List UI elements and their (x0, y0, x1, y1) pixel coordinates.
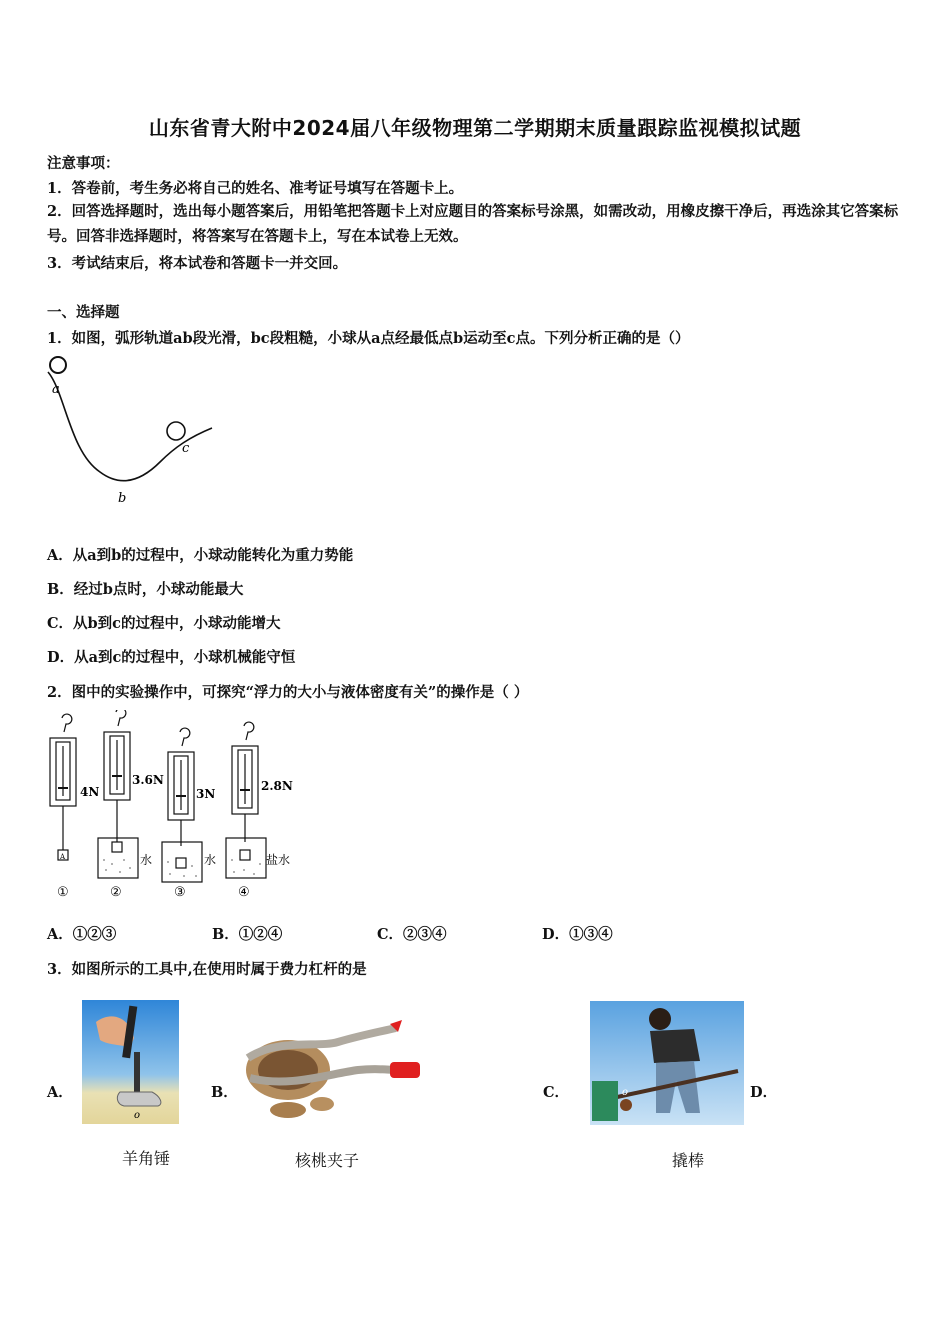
liquid-2: 水 (140, 853, 153, 867)
beaker-3-water (167, 861, 197, 877)
caption-nutcracker: 核桃夹子 (295, 1151, 360, 1170)
beaker-2-water (103, 859, 131, 873)
index-1: ① (57, 885, 69, 900)
question-3-stem: 3．如图所示的工具中,在使用时属于费力杠杆的是 (47, 961, 367, 978)
question-1-stem: 1．如图，弧形轨道ab段光滑，bc段粗糙，小球从a点经最低点b运动至c点。下列分析正确的是（） (47, 330, 690, 347)
reading-1: 4N (80, 785, 100, 799)
claw-hammer-image (82, 1000, 179, 1124)
liquid-4: 盐水 (266, 853, 291, 867)
q2-option-d: D．①③④ (542, 926, 613, 943)
track-figure (40, 352, 230, 512)
q1-option-c: C．从b到c的过程中，小球动能增大 (47, 615, 281, 632)
notice-item-3: 3．考试结束后，将本试卷和答题卡一并交回。 (47, 255, 348, 272)
reading-3: 3N (196, 787, 216, 801)
scale-3 (162, 728, 202, 882)
pivot-label-crowbar: o (622, 1087, 629, 1098)
spring-scale-figure (40, 710, 310, 905)
page-title: 山东省青大附中2024届八年级物理第二学期期末质量跟踪监视模拟试题 (148, 116, 802, 140)
q3-letter-c: C． (543, 1084, 570, 1101)
reading-2: 3.6N (132, 773, 164, 787)
nutcracker-image (238, 1018, 422, 1126)
scale-4 (226, 722, 266, 878)
label-b: b (118, 491, 127, 506)
beaker-4-saltwater (231, 859, 261, 875)
liquid-3: 水 (204, 853, 217, 867)
notice-item-2: 2．回答选择题时，选出每小题答案后，用铅笔把答题卡上对应题目的答案标号涂黑，如需改动，用橡皮擦干净后，再选涂其它答案标号。回答非选择题时，将答案写在答题卡上，写在本试卷上无效。 (47, 203, 899, 245)
block-label-1: A (60, 853, 66, 861)
label-a: a (52, 382, 60, 397)
caption-crowbar: 撬棒 (672, 1151, 705, 1170)
index-2: ② (110, 885, 122, 900)
notice-heading: 注意事项： (47, 155, 120, 172)
q3-letter-d: D． (750, 1084, 778, 1101)
notice-item-1: 1．答卷前，考生务必将自己的姓名、准考证号填写在答题卡上。 (47, 180, 464, 197)
q1-option-b: B．经过b点时，小球动能最大 (47, 581, 244, 598)
q2-option-b: B．①②④ (212, 926, 283, 943)
scale-2 (98, 710, 138, 878)
question-2-stem: 2．图中的实验操作中，可探究“浮力的大小与液体密度有关”的操作是（ ） (47, 684, 529, 701)
q2-option-a: A．①②③ (47, 926, 117, 943)
reading-4: 2.8N (261, 779, 293, 793)
ball-at-c (167, 422, 185, 440)
q1-option-a: A．从a到b的过程中，小球动能转化为重力势能 (47, 547, 354, 564)
q3-letter-a: A． (47, 1084, 73, 1101)
index-4: ④ (238, 885, 250, 900)
label-c: c (182, 441, 190, 456)
section-heading: 一、选择题 (47, 304, 120, 321)
q2-option-c: C．②③④ (377, 926, 447, 943)
arc-track (48, 372, 212, 481)
q1-option-d: D．从a到c的过程中，小球机械能守恒 (47, 649, 296, 666)
q3-letter-b: B． (211, 1084, 238, 1101)
crowbar-image (590, 1001, 744, 1125)
scale-1 (50, 714, 76, 860)
index-3: ③ (174, 885, 186, 900)
pivot-label-hammer: o (134, 1110, 141, 1121)
ball-at-a (50, 357, 66, 373)
caption-claw-hammer: 羊角锤 (122, 1149, 171, 1168)
